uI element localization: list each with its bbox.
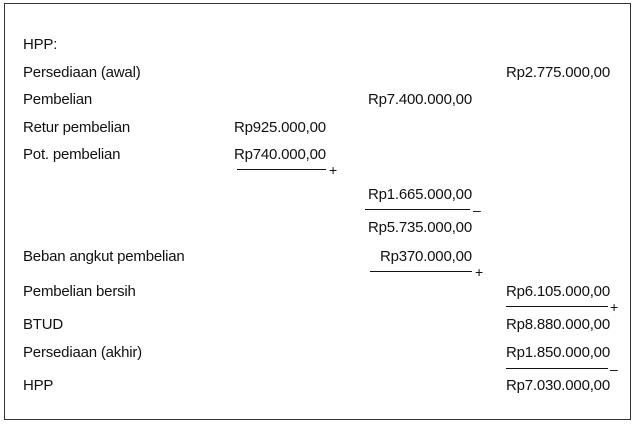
subtract-rule-2: [506, 368, 608, 369]
sum-rule-1: [237, 169, 326, 170]
plus-operator-1: +: [329, 162, 338, 178]
persediaan-awal-label: Persediaan (awal): [23, 64, 141, 81]
hpp-value: Rp7.030.000,00: [506, 377, 610, 394]
beban-angkut-value: Rp370.000,00: [380, 248, 472, 265]
hpp-label: HPP: [23, 377, 54, 394]
persediaan-awal-value: Rp2.775.000,00: [506, 64, 610, 81]
pembelian-value: Rp7.400.000,00: [368, 91, 472, 108]
pembelian-bersih-value: Rp6.105.000,00: [506, 283, 610, 300]
sum-rule-2: [370, 271, 472, 272]
hasil-pengurangan-value: Rp5.735.000,00: [368, 219, 472, 236]
subtract-rule-1: [365, 209, 470, 210]
pembelian-bersih-label: Pembelian bersih: [23, 283, 136, 300]
beban-angkut-label: Beban angkut pembelian: [23, 248, 185, 265]
pot-pembelian-label: Pot. pembelian: [23, 146, 121, 163]
subtotal-potongan-value: Rp1.665.000,00: [368, 186, 472, 203]
section-title: HPP:: [23, 36, 58, 53]
btud-label: BTUD: [23, 316, 64, 333]
sum-rule-3: [506, 306, 608, 307]
minus-operator-2: –: [610, 361, 618, 377]
persediaan-akhir-value: Rp1.850.000,00: [506, 344, 610, 361]
pembelian-label: Pembelian: [23, 91, 93, 108]
retur-pembelian-label: Retur pembelian: [23, 119, 131, 136]
btud-value: Rp8.880.000,00: [506, 316, 610, 333]
plus-operator-2: +: [475, 264, 484, 280]
persediaan-akhir-label: Persediaan (akhir): [23, 344, 142, 361]
pot-pembelian-value: Rp740.000,00: [234, 146, 326, 163]
retur-pembelian-value: Rp925.000,00: [234, 119, 326, 136]
plus-operator-3: +: [610, 299, 619, 315]
minus-operator-1: –: [473, 202, 481, 218]
